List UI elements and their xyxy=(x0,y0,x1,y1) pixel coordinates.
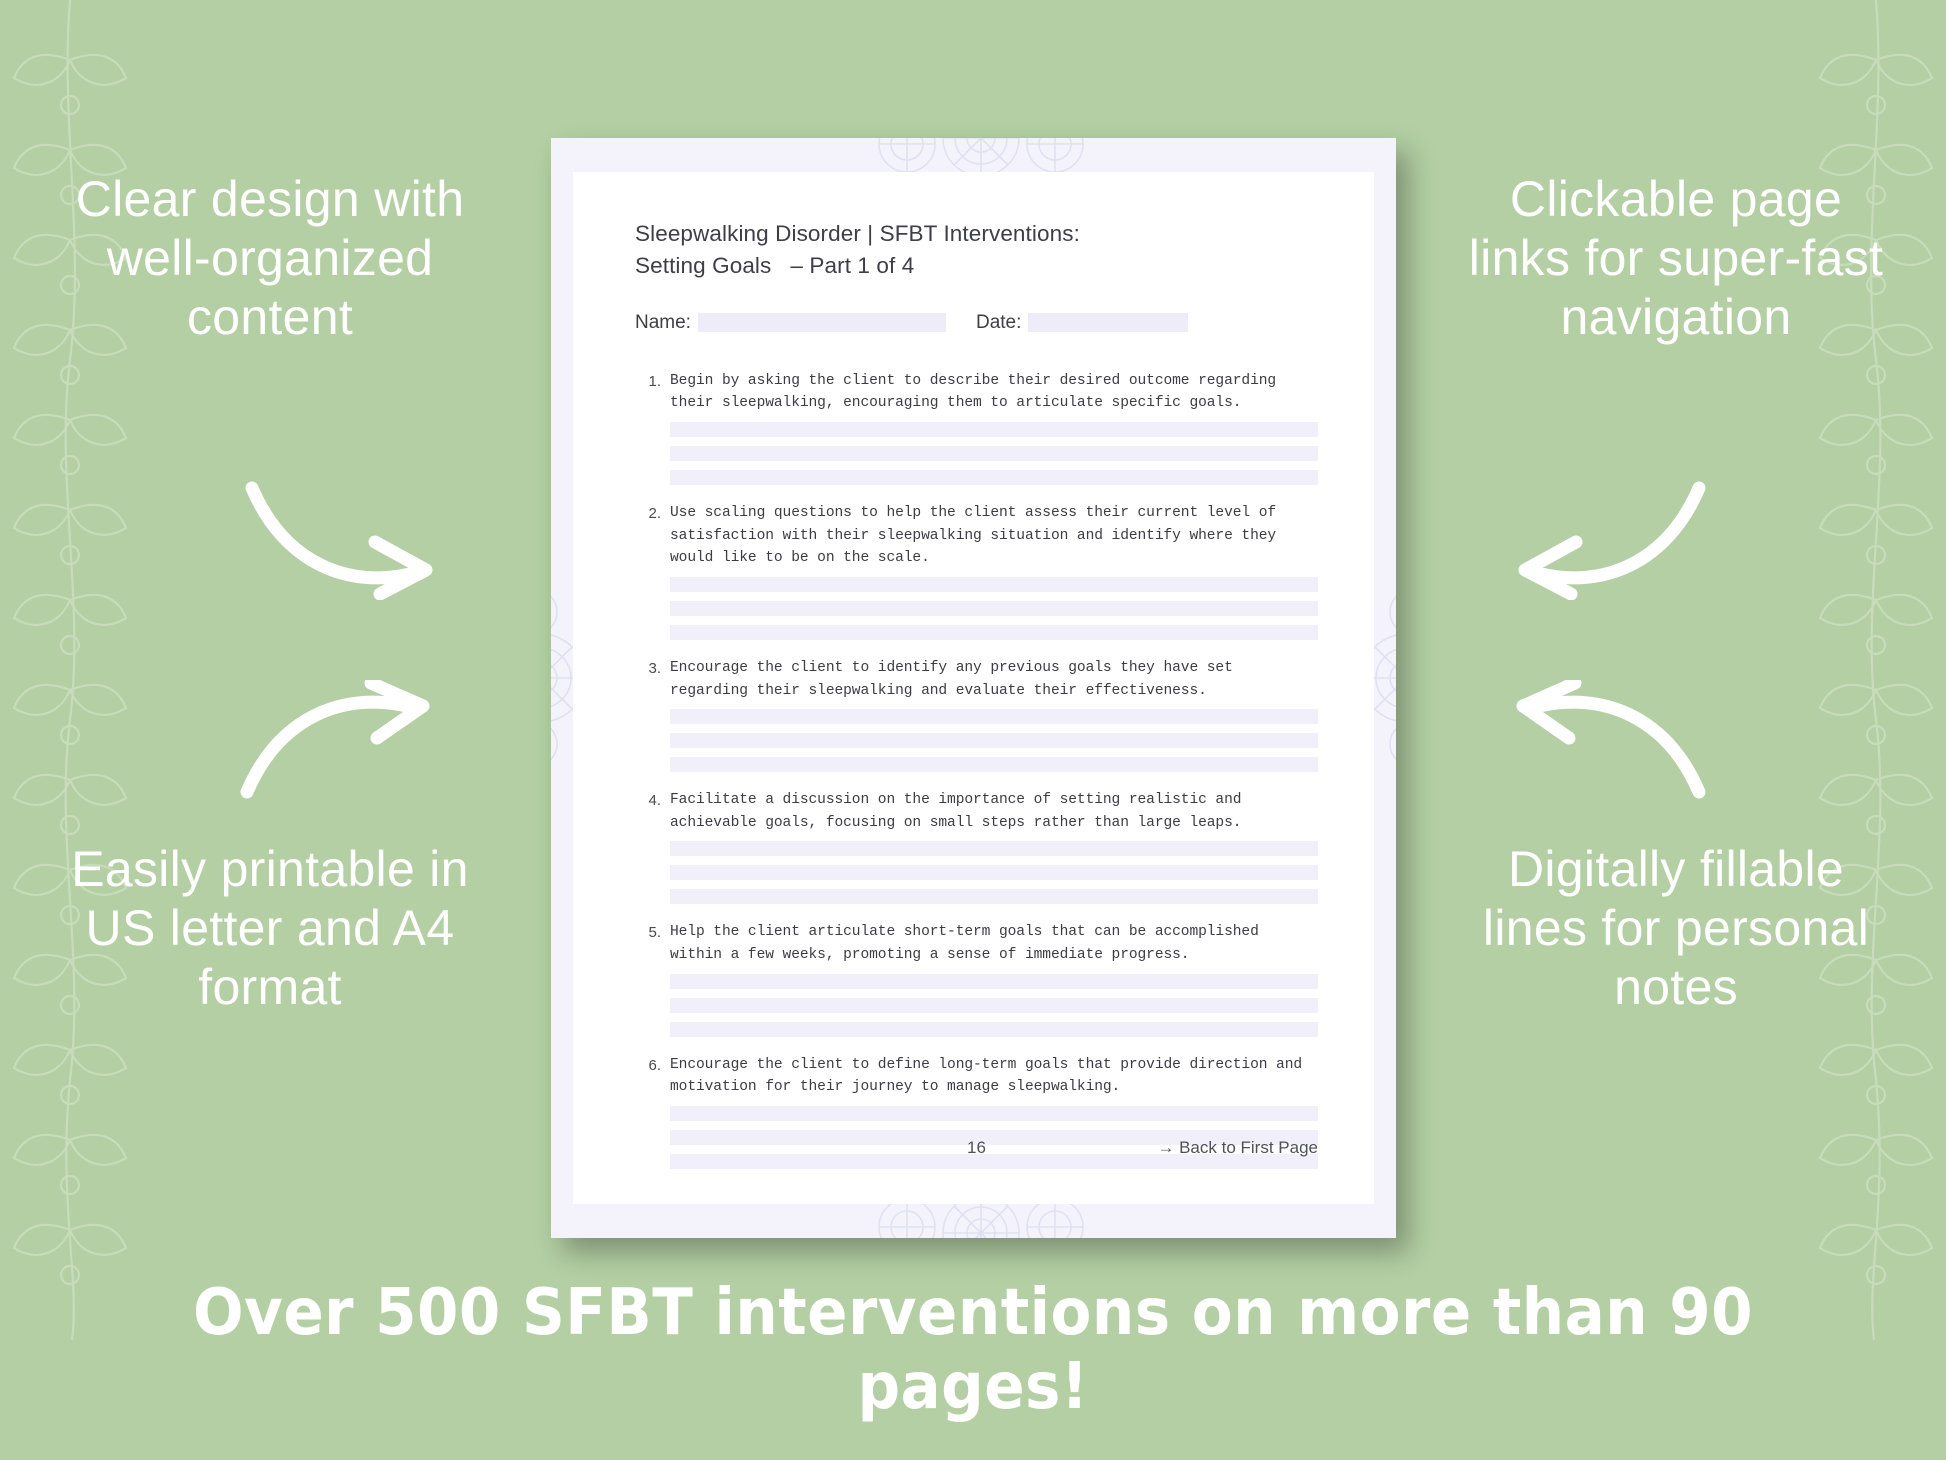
list-item-number: 3. xyxy=(648,659,661,677)
list-item xyxy=(635,657,1318,781)
fill-lines[interactable] xyxy=(670,577,1318,640)
fill-lines[interactable] xyxy=(670,974,1318,1037)
caption-clear-design: Clear design with well-organized content xyxy=(75,171,465,345)
arrow-right-top-icon xyxy=(1501,470,1711,605)
document-footer xyxy=(635,1138,1318,1158)
list-item-text: Begin by asking the client to describe their desired outcome regarding their sleepwalking, encouraging them to articulate specific goals. xyxy=(670,372,1277,412)
list-item xyxy=(635,921,1318,1045)
name-label: Name: xyxy=(635,311,691,333)
list-item-number: 6. xyxy=(648,1056,661,1074)
name-date-row xyxy=(635,312,1318,334)
fill-line[interactable] xyxy=(670,1106,1318,1121)
fill-line[interactable] xyxy=(670,709,1318,724)
fill-line[interactable] xyxy=(670,470,1318,485)
document-page xyxy=(573,172,1374,1204)
fill-line[interactable] xyxy=(670,601,1318,616)
list-item-number: 5. xyxy=(648,924,661,942)
caption-clickable-links: Clickable page links for super-fast navigation xyxy=(1468,171,1884,345)
fill-line[interactable] xyxy=(670,889,1318,904)
fill-lines[interactable] xyxy=(670,422,1318,485)
list-item xyxy=(635,370,1318,494)
name-input[interactable] xyxy=(698,313,946,332)
arrow-right-bottom-icon xyxy=(1501,680,1711,815)
fill-line[interactable] xyxy=(670,974,1318,989)
list-item xyxy=(635,789,1318,913)
list-item-number: 1. xyxy=(648,372,661,390)
list-item-text: Help the client articulate short-term goals that can be accomplished within a few weeks, promoting a sense of immediate progress. xyxy=(670,924,1259,963)
list-item-number: 2. xyxy=(648,505,661,523)
fill-line[interactable] xyxy=(670,422,1318,437)
fill-line[interactable] xyxy=(670,577,1318,592)
date-input[interactable] xyxy=(1028,313,1188,332)
arrow-left-bottom-icon xyxy=(235,680,445,815)
caption-fillable-lines: Digitally fillable lines for personal notes xyxy=(1482,841,1870,1015)
fill-line[interactable] xyxy=(670,733,1318,748)
back-to-first-page-link[interactable]: → Back to First Page xyxy=(1157,1138,1318,1157)
fill-line[interactable] xyxy=(670,757,1318,772)
list-item-number: 4. xyxy=(648,792,661,810)
fill-line[interactable] xyxy=(670,865,1318,880)
page-number: 16 xyxy=(967,1138,986,1157)
caption-easily-printable: Easily printable in US letter and A4 format xyxy=(71,841,469,1015)
list-item xyxy=(635,1054,1318,1178)
list-item-text: Encourage the client to define long-term goals that provide direction and motivation for their journey to manage sleepwalking. xyxy=(670,1056,1303,1096)
fill-lines[interactable] xyxy=(670,841,1318,904)
bottom-banner: Over 500 SFBT interventions on more than 90 pages! xyxy=(192,1276,1754,1424)
fill-line[interactable] xyxy=(670,841,1318,856)
arrow-left-top-icon xyxy=(240,470,450,605)
fill-line[interactable] xyxy=(670,1022,1318,1037)
document-border xyxy=(551,138,1396,1238)
list-item-text: Facilitate a discussion on the importance of setting realistic and achievable goals, focusing on small steps rather than large leaps. xyxy=(670,792,1242,831)
list-item-text: Use scaling questions to help the client assess their current level of satisfaction with their sleepwalking situation and identify where they would like to be on the scale. xyxy=(670,505,1277,567)
date-label: Date: xyxy=(975,311,1022,333)
fill-line[interactable] xyxy=(670,998,1318,1013)
fill-line[interactable] xyxy=(670,446,1318,461)
intervention-list xyxy=(635,370,1318,1178)
fill-lines[interactable] xyxy=(670,709,1318,772)
document-preview[interactable] xyxy=(551,138,1396,1238)
list-item-text: Encourage the client to identify any previous goals they have set regarding their sleepwalking and evaluate their effectiveness. xyxy=(670,659,1233,699)
document-title-line2: Setting Goals – Part 1 of 4 xyxy=(635,252,915,278)
document-title-line1: Sleepwalking Disorder | SFBT Interventions: xyxy=(635,221,1080,246)
document-title xyxy=(635,218,1318,282)
list-item xyxy=(635,502,1318,649)
fill-line[interactable] xyxy=(670,625,1318,640)
